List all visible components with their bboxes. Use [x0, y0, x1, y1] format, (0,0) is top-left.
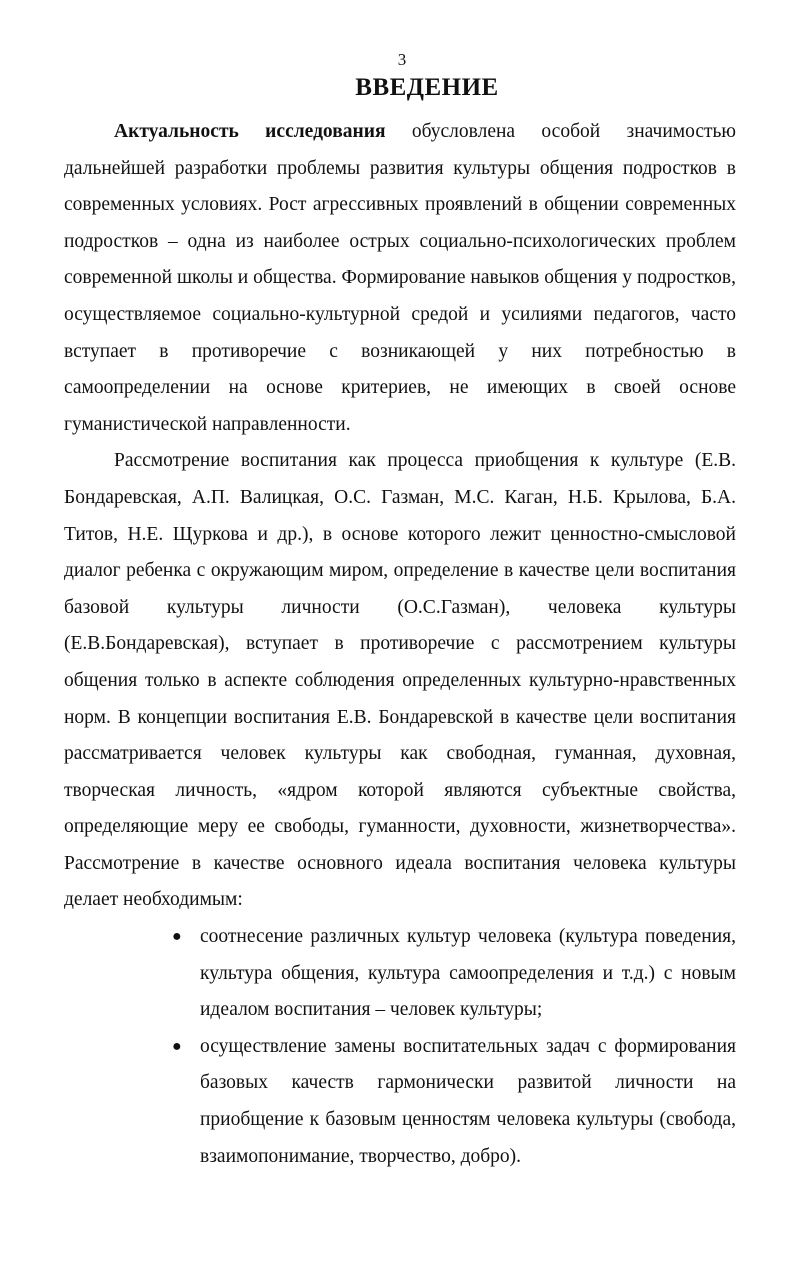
paragraph-text: Рассмотрение воспитания как процесса приобщения к культуре (Е.В. Бондаревская, А.П. Валицкая, О.С. Газман, М.С. Каган, Н.Б. Крылова, Б.А. Титов, Н.Е. Щуркова и др.), в основе которого лежит ценностно-смысловой диалог ребенка с окружающим миром, определение в качестве цели воспитания базовой культуры личности (О.С.Газман), человека культуры (Е.В.Бондаревская), вступает в противоречие с рассмотрением культуры общения только в аспекте соблюдения определенных культурно-нравственных норм. В концепции воспитания Е.В. Бондаревской в качестве цели воспитания рассматривается человек культуры как свободная, гуманная, духовная, творческая личность, «ядром которой являются субъектные свойства, определяющие меру ее свободы, гуманности, духовности, жизнетворчества». Рассмотрение в качестве основного идеала воспитания человека культуры делает необходимым:	[64, 450, 736, 911]
section-heading: ВВЕДЕНИЕ	[355, 74, 499, 101]
bullet-dot-icon: ●	[172, 1037, 182, 1055]
bullet-list	[64, 919, 736, 1175]
bullet-text: соотнесение различных культур человека (культура поведения, культура общения, культура самоопределения и т.д.) с новым идеалом воспитания – человек культуры;	[200, 926, 736, 1021]
body-text	[64, 114, 736, 1175]
bullet-text: осуществление замены воспитательных задач с формирования базовых качеств гармонически развитой личности на приобщение к базовым ценностям человека культуры (свобода, взаимопонимание, творчество, добро).	[200, 1035, 736, 1167]
page-number: 3	[397, 50, 407, 69]
bullet-item	[172, 1029, 736, 1175]
paragraph-upbringing	[64, 443, 736, 919]
paragraph-lead-bold: Актуальность исследования	[114, 121, 386, 142]
paragraph-text: обусловлена особой значимостью дальнейшей разработки проблемы развития культуры общения подростков в современных условиях. Рост агрессивных проявлений в общении современных подростков – одна из наиболее острых социально-психологических проблем современной школы и общества. Формирование навыков общения у подростков, осуществляемое социально-культурной средой и усилиями педагогов, часто вступает в противоречие с возникающей у них потребностью в самоопределении на основе критериев, не имеющих в своей основе гуманистической направленности.	[64, 121, 736, 435]
paragraph-relevance	[64, 114, 736, 443]
bullet-dot-icon: ●	[172, 928, 182, 946]
bullet-item	[172, 919, 736, 1029]
